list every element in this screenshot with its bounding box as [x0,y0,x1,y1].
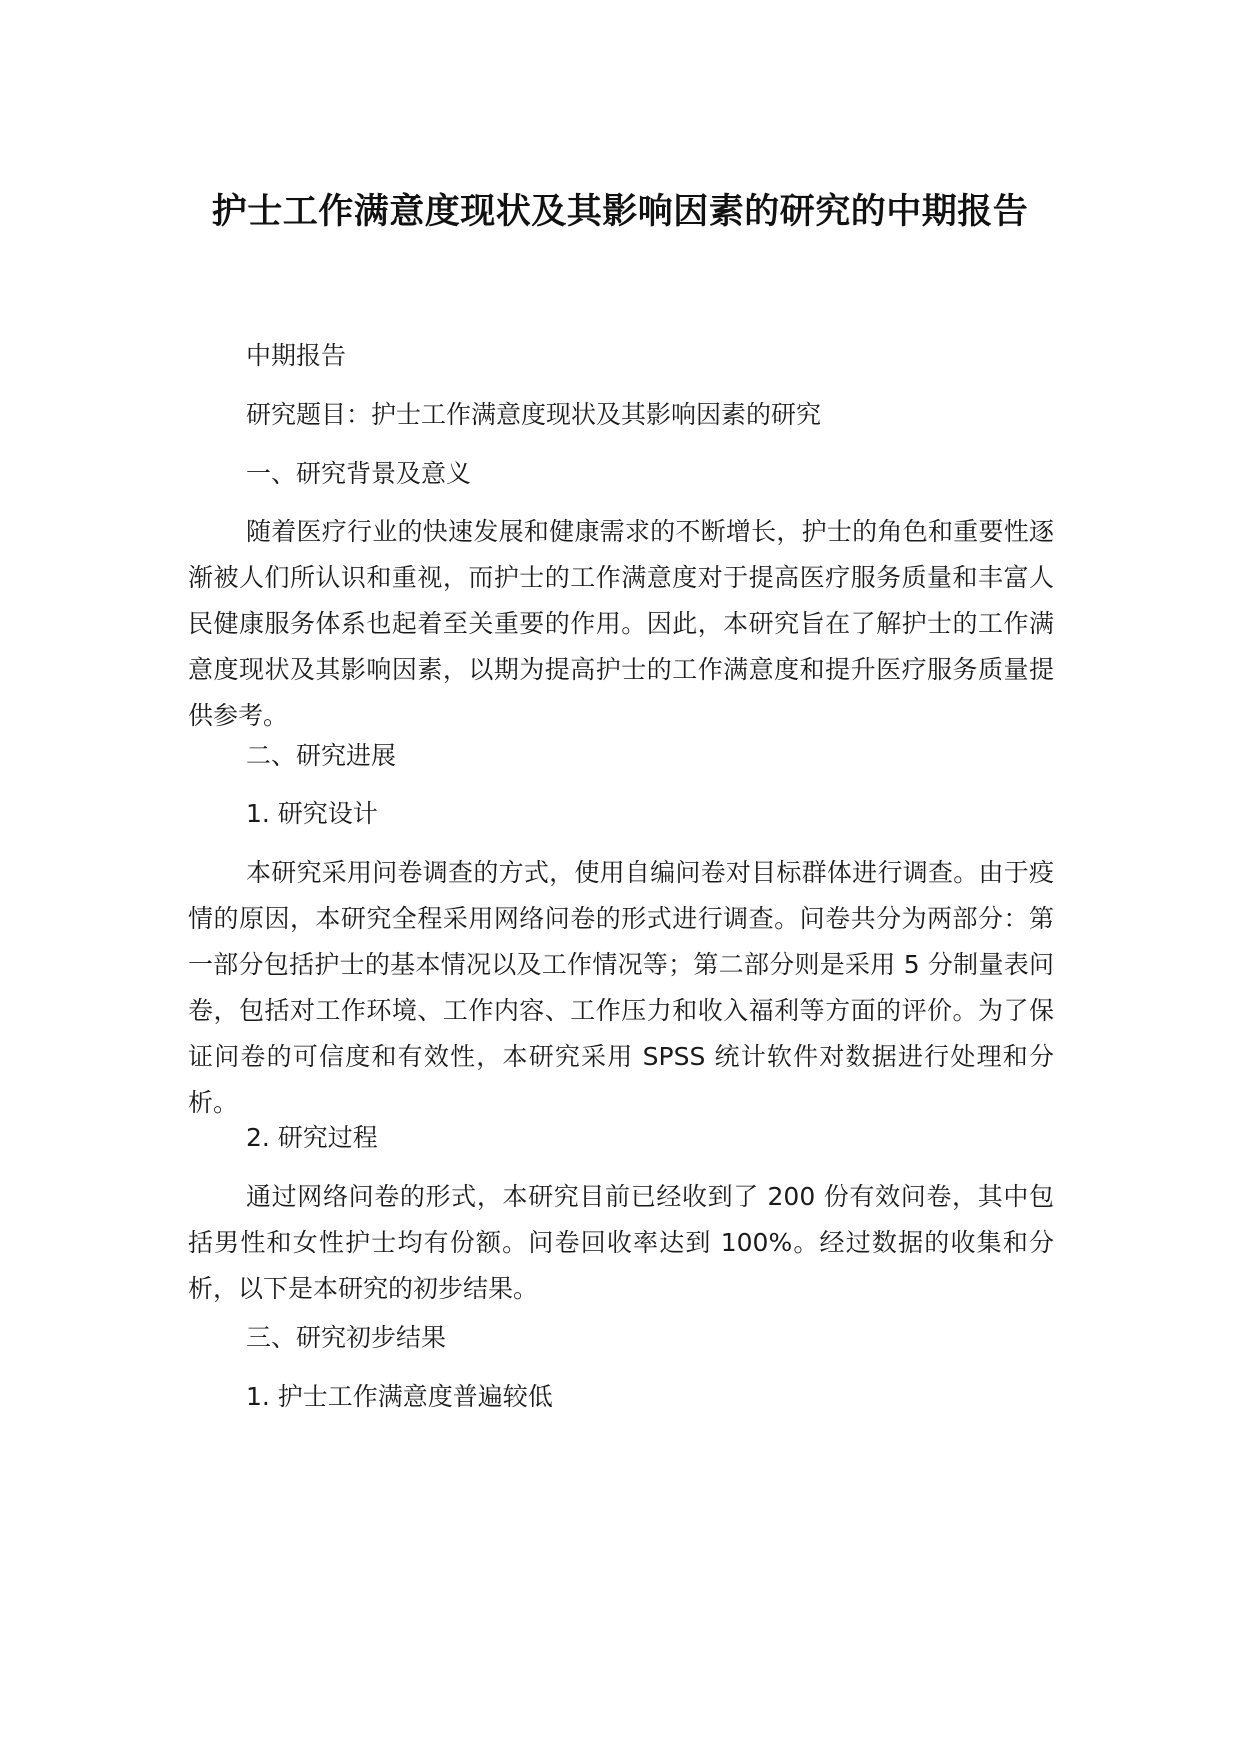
section3-heading: 三、研究初步结果 [246,1323,447,1352]
section1-heading: 一、研究背景及意义 [246,459,472,488]
section3-1-heading: 1. 护士工作满意度普遍较低 [246,1382,553,1411]
section2-1-body: 本研究采用问卷调查的方式，使用自编问卷对目标群体进行调查。由于疫情的原因，本研究全程采用网络问卷的形式进行调查。问卷共分为两部分：第一部分包括护士的基本情况以及工作情况等；第二部分则是采用 5 分制量表问卷，包括对工作环境、工作内容、工作压力和收入福利等方面的评价。为了保证问卷的可信度和有效性，本研究采用 SPSS 统计软件对数据进行处理和分析。 [188,858,1054,1117]
section2-1-heading: 1. 研究设计 [246,799,378,828]
research-topic: 研究题目：护士工作满意度现状及其影响因素的研究 [246,400,822,429]
section2-2-heading: 2. 研究过程 [246,1123,378,1152]
section1-body: 随着医疗行业的快速发展和健康需求的不断增长，护士的角色和重要性逐渐被人们所认识和重视，而护士的工作满意度对于提高医疗服务质量和丰富人民健康服务体系也起着至关重要的作用。因此，本研究旨在了解护士的工作满意度现状及其影响因素，以期为提高护士的工作满意度和提升医疗服务质量提供参考。 [188,517,1054,730]
document-title: 护士工作满意度现状及其影响因素的研究的中期报告 [211,192,1029,232]
report-label: 中期报告 [246,341,347,370]
section2-2-body: 通过网络问卷的形式，本研究目前已经收到了 200 份有效问卷，其中包括男性和女性护士均有份额。问卷回收率达到 100%。经过数据的收集和分析，以下是本研究的初步结果。 [188,1182,1054,1303]
section2-heading: 二、研究进展 [246,741,397,770]
